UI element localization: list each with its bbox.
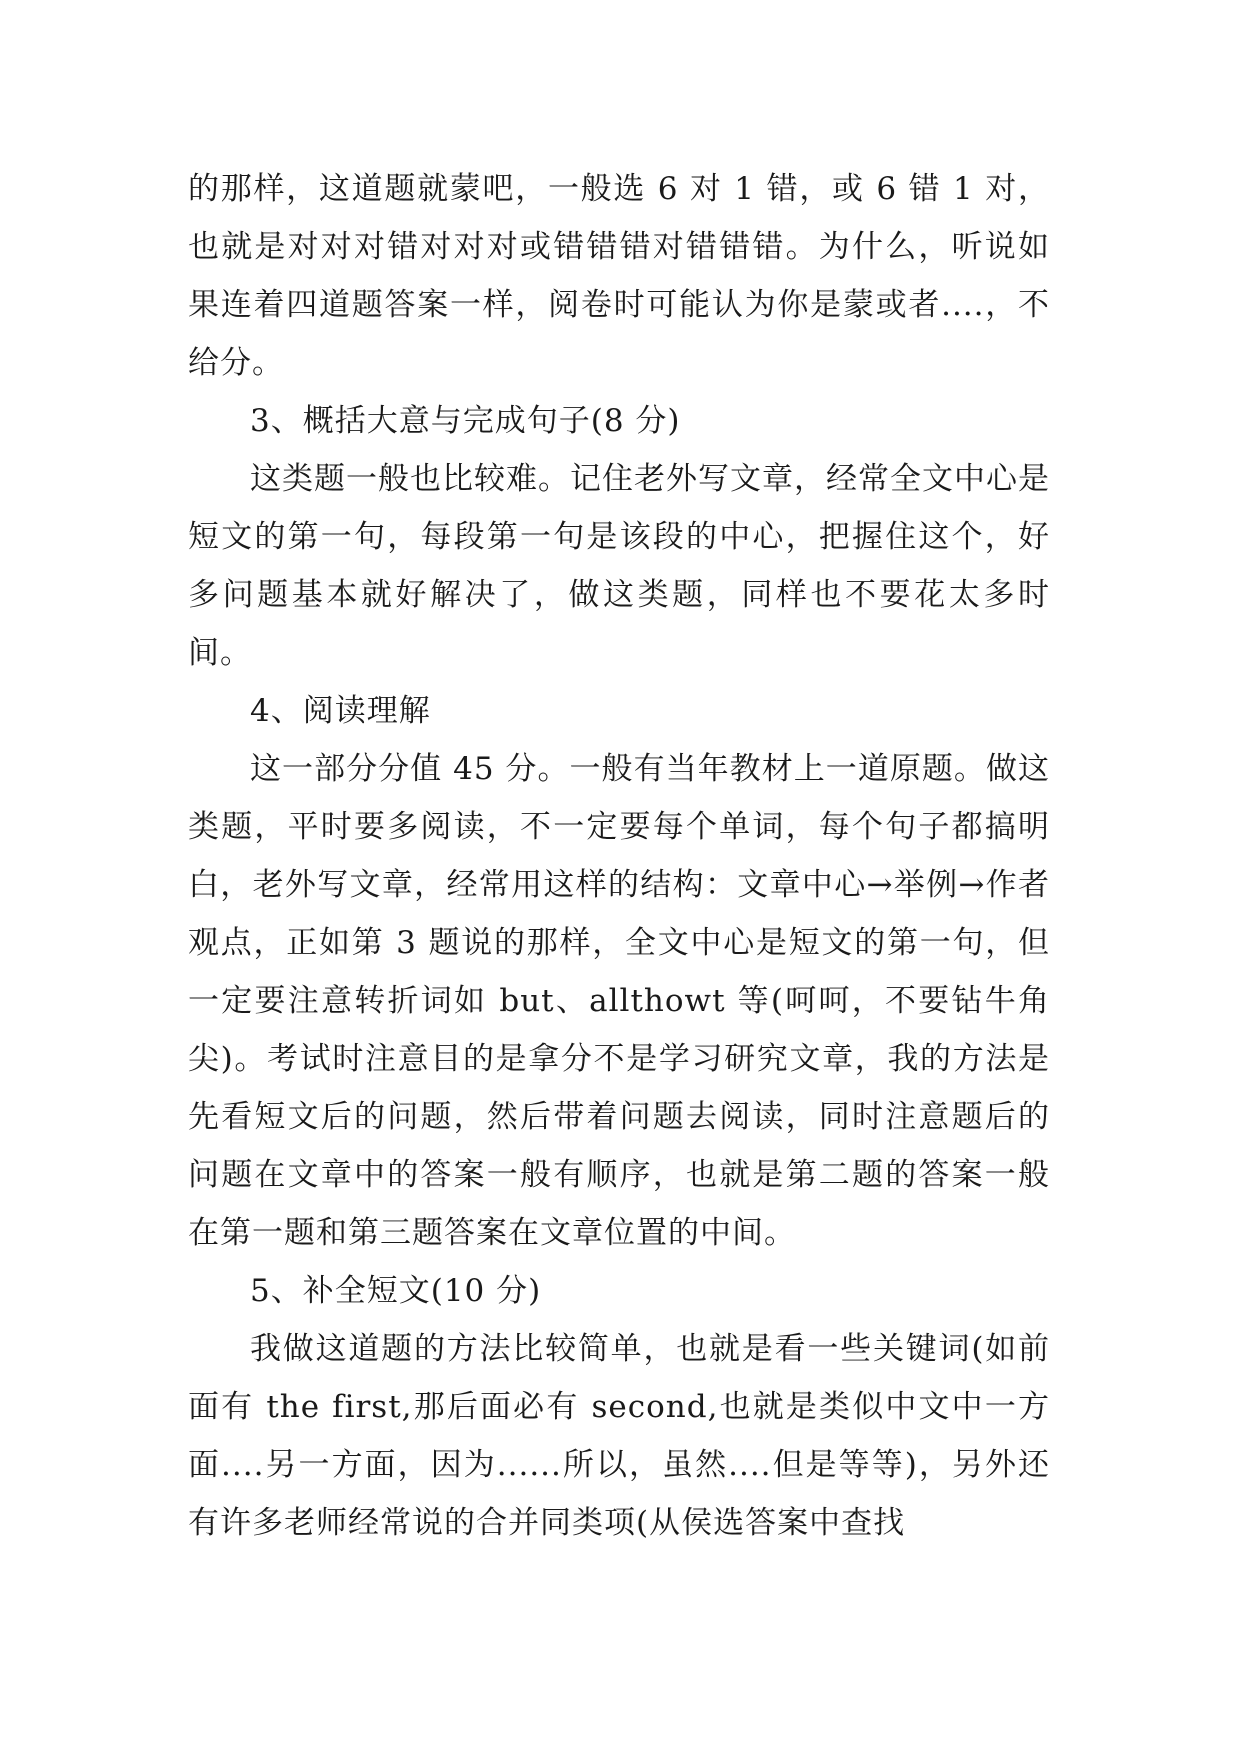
paragraph-section-3: 这类题一般也比较难。记住老外写文章，经常全文中心是短文的第一句，每段第一句是该段的中心，把握住这个，好多问题基本就好解决了，做这类题，同样也不要花太多时间。 <box>188 461 1050 671</box>
paragraph-section-4: 这一部分分值 45 分。一般有当年教材上一道原题。做这类题，平时要多阅读，不一定要每个单词，每个句子都搞明白，老外写文章，经常用这样的结构：文章中心→举例→作者观点，正如第 3 题说的那样，全文中心是短文的第一句，但一定要注意转折词如 but、allthowt 等(呵呵，不要钻牛角尖)。考试时注意目的是拿分不是学习研究文章，我的方法是先看短文后的问题，然后带着问题去阅读，同时注意题后的问题在文章中的答案一般有顺序，也就是第二题的答案一般在第一题和第三题答案在文章位置的中间。 <box>188 751 1050 1251</box>
paragraph-section-5: 我做这道题的方法比较简单，也就是看一些关键词(如前面有 the first,那后面必有 second,也就是类似中文中一方面....另一方面，因为......所以，虽然....但是等等)，另外还有许多老师经常说的合并同类项(从侯选答案中查找 <box>188 1331 1050 1541</box>
section-heading-5: 5、补全短文(10 分) <box>250 1273 542 1309</box>
section-heading-3: 3、概括大意与完成句子(8 分) <box>250 403 681 439</box>
paragraph-continuation: 的那样，这道题就蒙吧，一般选 6 对 1 错，或 6 错 1 对，也就是对对对错对对对或错错错对错错错。为什么，听说如果连着四道题答案一样，阅卷时可能认为你是蒙或者....，不给分。 <box>188 171 1050 381</box>
section-heading-4: 4、阅读理解 <box>250 693 431 729</box>
document-body <box>188 160 1050 1552</box>
